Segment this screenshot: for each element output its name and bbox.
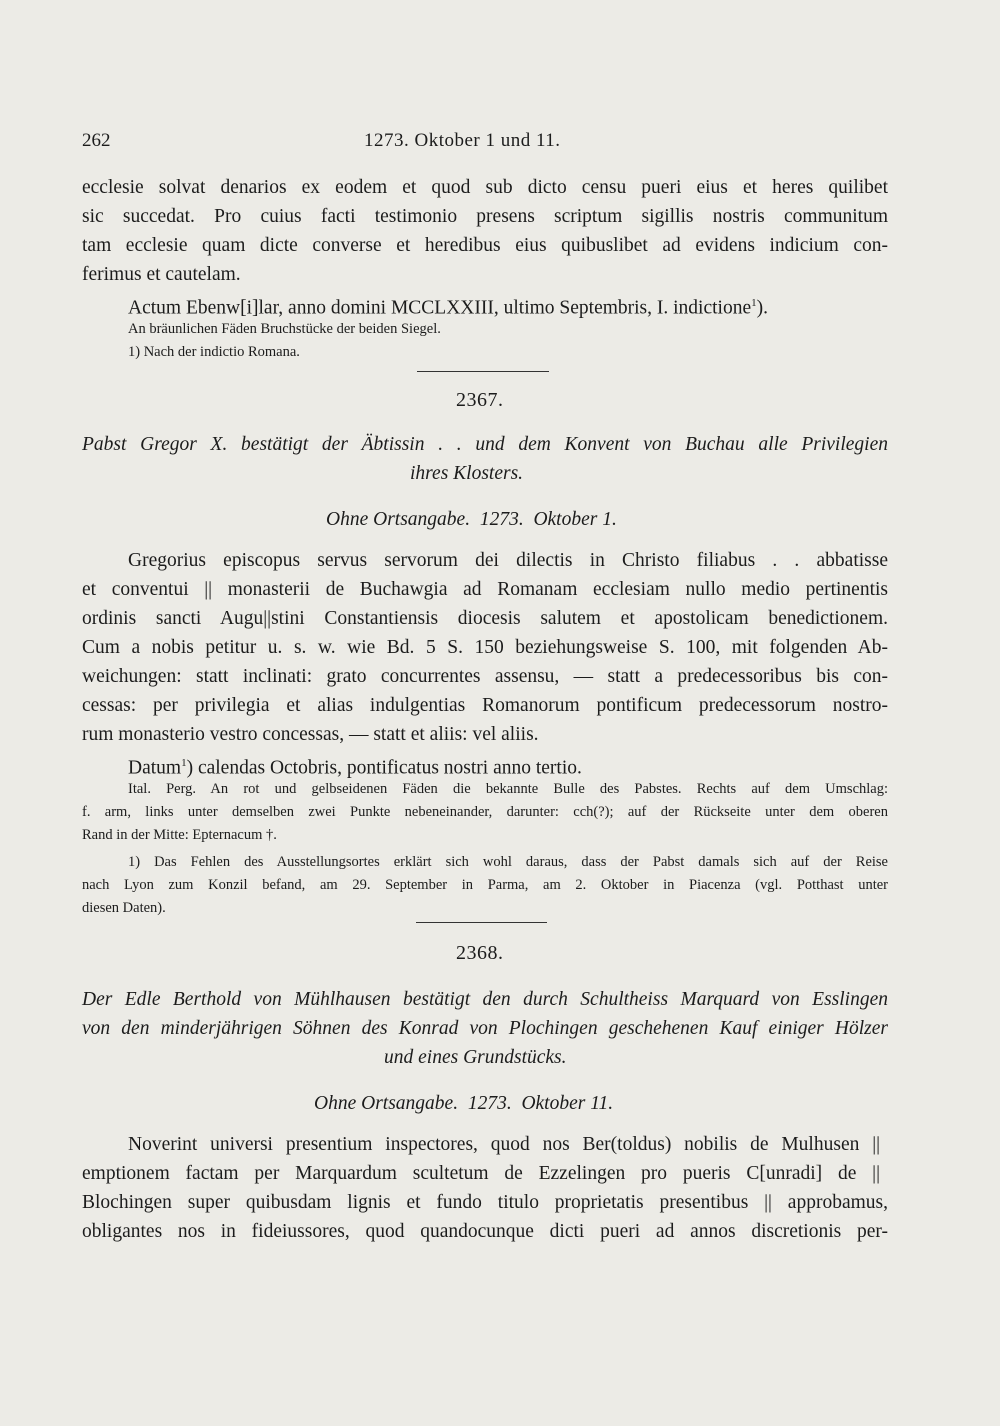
datum-text: ) calendas Octobris, pontificatus nostri anno tertio. — [186, 757, 582, 779]
document-text-line: rum monasterio vestro concessas, — statt et aliis: vel aliis. — [82, 724, 539, 745]
document-title-line: Der Edle Berthold von Mühlhausen bestätigt den durch Schultheiss Marquard von Esslingen — [82, 989, 888, 1010]
document-text-line: cessas: per privilegia et alias indulgentias Romanorum pontificum predecessorum nostro- — [82, 695, 888, 716]
document-number: 2368. — [456, 942, 504, 964]
footnote-marker: 1 — [751, 297, 757, 309]
document-text-line: obligantes nos in fideiussores, quod quandocunque dicti pueri ad annos discretionis per- — [82, 1221, 888, 1242]
footnote-line: diesen Daten). — [82, 900, 166, 916]
document-text-line: weichungen: statt inclinati: grato concurrentes assensu, — statt a predecessoribus bis con- — [82, 666, 888, 687]
document-title-line: von den minderjährigen Söhnen des Konrad von Plochingen geschehenen Kauf einiger Hölzer — [82, 1018, 888, 1039]
datum-word: Datum — [128, 757, 182, 779]
document-text-line: Cum a nobis petitur u. s. w. wie Bd. 5 S. 150 beziehungsweise S. 100, mit folgenden Ab- — [82, 637, 888, 658]
archive-note-line: f. arm, links unter demselben zwei Punkte nebeneinander, darunter: cch(?); auf der Rückseite unter dem oberen — [82, 804, 888, 820]
document-text-line: emptionem factam per Marquardum scultetum de Ezzelingen pro pueris C[unradi] de || — [82, 1163, 880, 1184]
footnote-marker: 1 — [181, 757, 187, 769]
document-text-line: ordinis sancti Augu||stini Constantiensis diocesis salutem et apostolicam benedictionem. — [82, 608, 888, 629]
document-text-line: Noverint universi presentium inspectores, quod nos Ber(toldus) nobilis de Mulhusen || — [128, 1134, 880, 1155]
seal-note: An bräunlichen Fäden Bruchstücke der beiden Siegel. — [128, 321, 441, 337]
prev-text-line: tam ecclesie quam dicte converse et heredibus eius quibuslibet ad evidens indicium con- — [82, 235, 888, 256]
prev-text-line: ecclesie solvat denarios ex eodem et quod sub dicto censu pueri eius et heres quilibet — [82, 177, 888, 198]
section-divider — [417, 371, 549, 372]
archive-note-line: Ital. Perg. An rot und gelbseidenen Fäden die bekannte Bulle des Pabstes. Rechts auf dem Umschlag: — [128, 781, 888, 797]
section-divider — [416, 922, 547, 923]
prev-text-line: sic succedat. Pro cuius facti testimonio presens scriptum sigillis nostris communitum — [82, 206, 888, 227]
running-title: 1273. Oktober 1 und 11. — [364, 130, 561, 151]
dateline: Ohne Ortsangabe. 1273. Oktober 11. — [314, 1093, 614, 1114]
archive-note-line: Rand in der Mitte: Epternacum †. — [82, 827, 277, 843]
actum-text: Actum Ebenw[i]lar, anno domini MCCLXXIII, ultimo Septembris, I. indictione — [128, 297, 752, 319]
footnote-line: 1) Das Fehlen des Ausstellungsortes erklärt sich wohl daraus, dass der Pabst damals sich auf der Reise — [128, 854, 888, 870]
dateline: Ohne Ortsangabe. 1273. Oktober 1. — [326, 509, 617, 530]
document-text-line: Gregorius episcopus servus servorum dei dilectis in Christo filiabus . . abbatisse — [128, 550, 888, 571]
document-title-line: ihres Klosters. — [410, 463, 524, 484]
prev-text-line: ferimus et cautelam. — [82, 264, 241, 285]
footnote: 1) Nach der indictio Romana. — [128, 344, 300, 360]
actum-end: ). — [756, 297, 768, 319]
page-number: 262 — [82, 130, 111, 151]
document-number: 2367. — [456, 389, 504, 411]
document-text-line: et conventui || monasterii de Buchawgia ad Romanam ecclesiam nullo medio pertinentis — [82, 579, 888, 600]
document-title-line: und eines Grundstücks. — [384, 1047, 567, 1068]
footnote-line: nach Lyon zum Konzil befand, am 29. September in Parma, am 2. Oktober in Piacenza (vgl. Potthast unter — [82, 877, 888, 893]
document-text-line: Blochingen super quibusdam lignis et fundo titulo proprietatis presentibus || approbamus, — [82, 1192, 888, 1213]
document-title-line: Pabst Gregor X. bestätigt der Äbtissin . . und dem Konvent von Buchau alle Privilegien — [82, 434, 888, 455]
